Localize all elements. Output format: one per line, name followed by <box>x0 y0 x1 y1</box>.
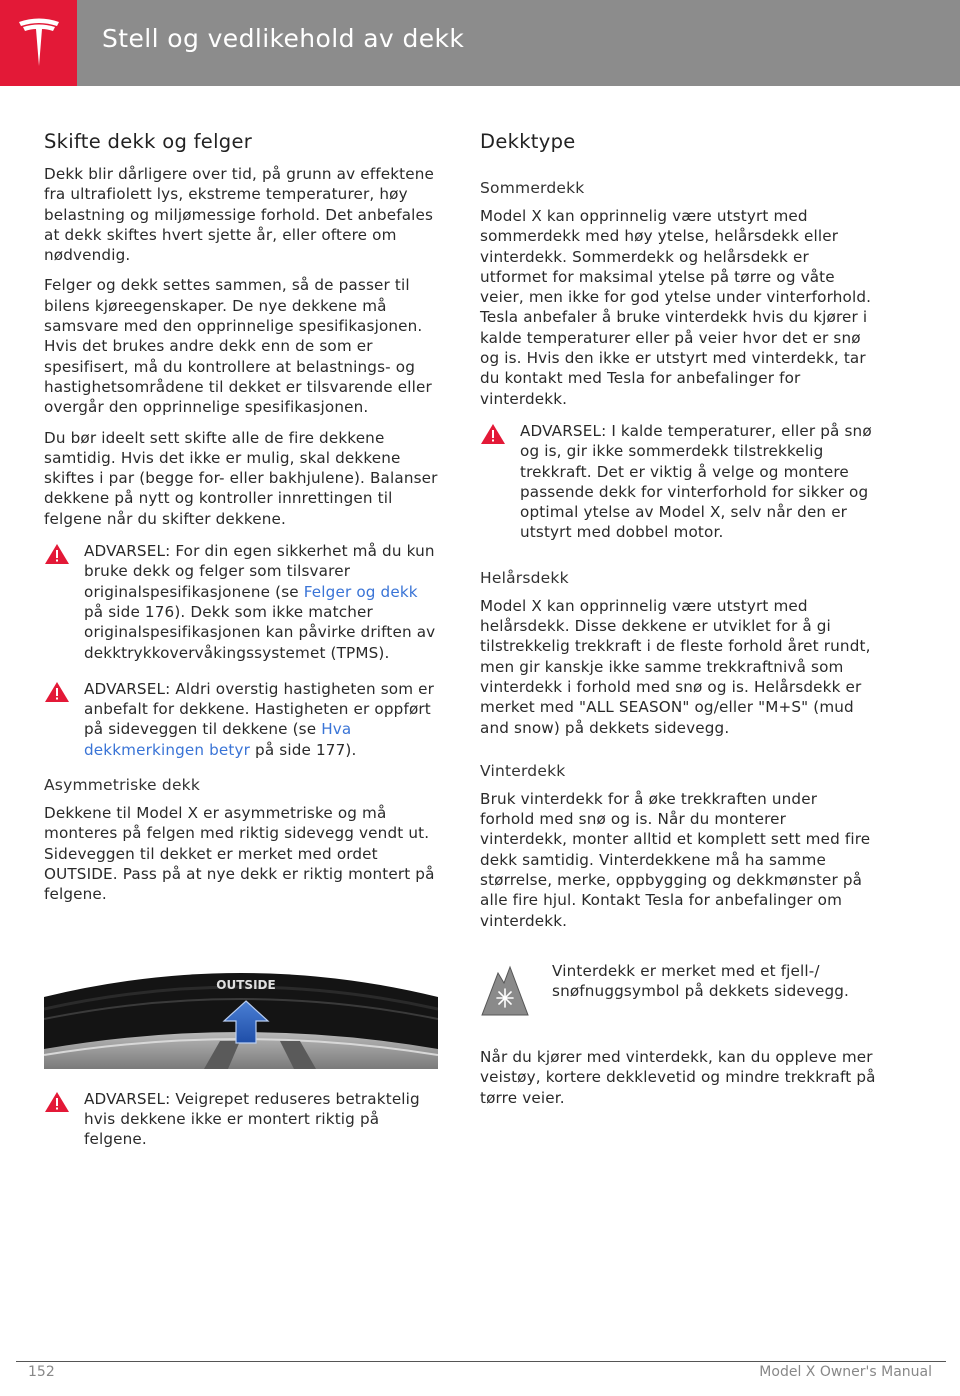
warning-icon <box>44 1089 84 1117</box>
note-text: Vinterdekk er merket med et fjell-/ snøfnuggsymbol på dekkets sidevegg. <box>552 961 850 1001</box>
section-heading-tire-change: Skifte dekk og felger <box>44 130 253 153</box>
chapter-title: Stell og vedlikehold av dekk <box>102 24 465 53</box>
link-wheels-and-tires[interactable]: Felger og dekk <box>303 582 418 601</box>
warning-block <box>480 421 876 543</box>
warning-icon <box>44 679 84 707</box>
paragraph: Model X kan opprinnelig være utstyrt med sommerdekk med høy ytelse, helårsdekk eller vinterdekk. Sommerdekk og helårsdekk er utformet for maksimal ytelse på tørre og våte veier, men ikke for god ytelse under vinterforhold. Tesla anbefaler å bruke vinterdekk hvis du kjører i kalde temperaturer eller på veier hvor det er snø og is. Hvis den ikke er utstyrt med vinterdekk, tar du kontakt med Tesla for anbefalinger for vinterdekk. <box>480 207 872 408</box>
paragraph: Bruk vinterdekk for å øke trekkraften under forhold med snø og is. Når du monterer vinterdekk, monter alltid et komplett sett med fire dekk samtidig. Vinterdekkene må ha samme størrelse, merke, oppbygging og dekkmønster på alle fire hjul. Kontakt Tesla for anbefalinger om vinterdekk. <box>480 789 871 930</box>
footer-divider <box>16 1361 946 1362</box>
section-heading-tire-type: Dekktype <box>480 130 576 153</box>
paragraph: Du bør ideelt sett skifte alle de fire dekkene samtidig. Hvis det ikke er mulig, skal dekkene skiftes i par (begge for- eller bakhjulene). Balanser dekkene på nytt og kontroller innrettingen til felgene når du skifter dekkene. <box>44 428 438 528</box>
link-tire-markings[interactable]: Hva dekkmerkingen betyr <box>84 720 352 759</box>
subheading-asymmetric: Asymmetriske dekk <box>44 776 201 795</box>
paragraph: Felger og dekk settes sammen, så de passer til bilens kjøreegenskaper. De nye dekkene må samsvare med den opprinnelige spesifikasjonen. Hvis det brukes andre dekk enn de som er spesifisert, må du kontrollere at belastnings- og hastighetsområdene til dekket er tilsvarende eller overgår den opprinnelige spesifikasjonen. <box>44 276 432 417</box>
page-number: 152 <box>28 1364 55 1380</box>
winter-symbol-note <box>480 961 876 1021</box>
paragraph: Dekkene til Model X er asymmetriske og må monteres på felgen med riktig sidevegg vendt ut. Sideveggen til dekket er merket med ordet OUTSIDE. Pass på at nye dekk er riktig montert på felgene. <box>44 804 435 904</box>
warning-text: ADVARSEL: Veigrepet reduseres betraktelig hvis dekkene ikke er montert riktig på felgene. <box>84 1089 420 1149</box>
mountain-snowflake-icon <box>480 961 552 1021</box>
tire-outside-illustration <box>44 957 438 1069</box>
paragraph: Model X kan opprinnelig være utstyrt med helårsdekk. Disse dekkene er utviklet for å gi tilstrekkelig trekkraft i de fleste forhold året rundt, men gir kanskje ikke samme trekkraftnivå som vinterdekk i forhold med snø og is. Helårsdekk er merket med "ALL SEASON" og/eller "M+S" (mud and snow) på dekkets sidevegg. <box>480 596 871 737</box>
subheading-all-season: Helårsdekk <box>480 568 569 587</box>
subheading-winter: Vinterdekk <box>480 761 566 780</box>
subheading-summer: Sommerdekk <box>480 179 585 197</box>
warning-text: ADVARSEL: For din egen sikkerhet må du kun bruke dekk og felger som tilsvarer originalspesifikasjonene (se Felger og dekk på side 176). Dekk som ikke matcher originalspesifikasjonen kan påvirke driften av dekktrykkovervåkingssystemet (TPMS). <box>84 542 436 662</box>
warning-block <box>44 679 440 760</box>
right-column <box>480 130 876 1118</box>
tesla-logo <box>0 0 77 86</box>
warning-text: ADVARSEL: I kalde temperaturer, eller på snø og is, gir ikke sommerdekk tilstrekkelig trekkraft. Det er viktig å velge og montere passende dekk for vinterforhold for sikker og optimal ytelse av Model X, selv når den er utstyrt med dobbel motor. <box>520 421 872 542</box>
warning-text: ADVARSEL: Aldri overstig hastigheten som er anbefalt for dekkene. Hastigheten er oppført på sideveggen til dekkene (se Hva dekkmerkingen betyr på side 177). <box>84 679 435 759</box>
paragraph: Når du kjører med vinterdekk, kan du oppleve mer veistøy, kortere dekklevetid og mindre trekkraft på tørre veier. <box>480 1047 876 1107</box>
tire-outside-label: OUTSIDE <box>216 977 276 992</box>
warning-icon <box>480 421 520 449</box>
page-header <box>0 0 960 86</box>
manual-name: Model X Owner's Manual <box>759 1364 932 1380</box>
left-column <box>44 130 440 1165</box>
warning-icon <box>44 541 84 569</box>
paragraph: Dekk blir dårligere over tid, på grunn av effektene fra ultrafiolett lys, ekstreme temperaturer, høy belastning og miljømessige forhold. Det anbefales at dekk skiftes hvert sjette år, eller oftere om nødvendig. <box>44 165 435 265</box>
warning-block <box>44 541 440 663</box>
warning-block <box>44 1089 440 1150</box>
